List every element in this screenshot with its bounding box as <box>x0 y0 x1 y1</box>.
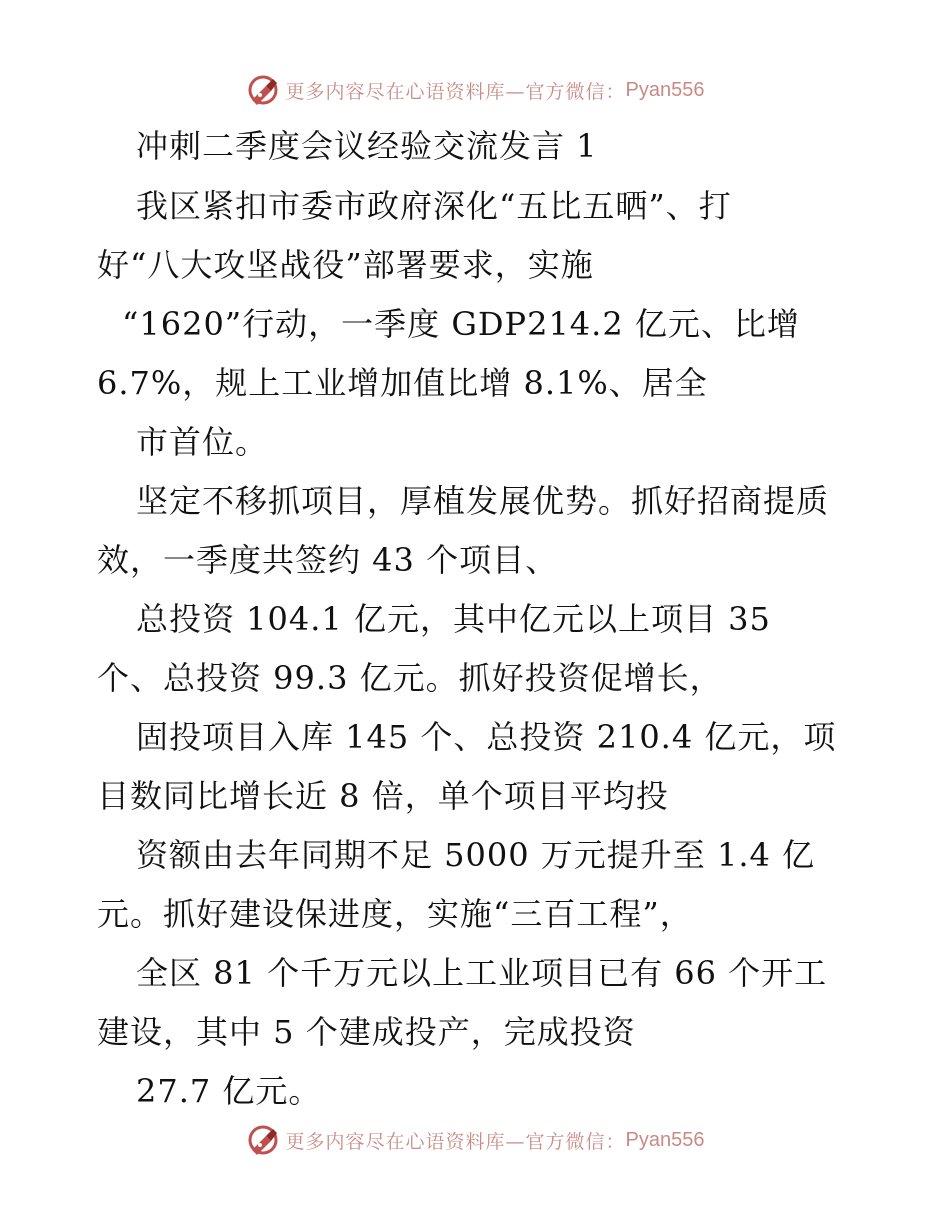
paragraph-line: 好“八大攻坚战役”部署要求，实施 <box>97 246 594 284</box>
paragraph-line: 建设，其中 5 个建成投产，完成投资 <box>97 1013 636 1051</box>
watermark-header <box>0 70 950 110</box>
paragraph-line: 全区 81 个千万元以上工业项目已有 66 个开工 <box>136 954 828 992</box>
paragraph-line: 我区紧扣市委市政府深化“五比五晒”、打 <box>136 187 732 225</box>
watermark-handle: Pyan556 <box>625 78 705 101</box>
paragraph-line: 6.7%，规上工业增加值比增 8.1%、居全 <box>97 364 708 402</box>
paragraph-line: 27.7 亿元。 <box>136 1072 322 1110</box>
paragraph-line: “1620”行动，一季度 GDP214.2 亿元、比增 <box>122 305 800 343</box>
paragraph-line: 坚定不移抓项目，厚植发展优势。抓好招商提质 <box>136 482 830 520</box>
watermark-footer <box>0 1120 950 1160</box>
watermark-text: 更多内容尽在心语资料库—官方微信： <box>285 80 626 103</box>
paragraph-line: 固投项目入库 145 个、总投资 210.4 亿元，项 <box>136 718 837 756</box>
paragraph-line: 个、总投资 99.3 亿元。抓好投资促增长， <box>97 659 723 697</box>
paragraph-line: 目数同比增长近 8 倍，单个项目平均投 <box>97 777 669 815</box>
pen-logo-icon <box>246 73 280 107</box>
paragraph-line: 效，一季度共签约 43 个项目、 <box>97 541 559 579</box>
watermark-handle: Pyan556 <box>625 1128 705 1151</box>
paragraph-line: 总投资 104.1 亿元，其中亿元以上项目 35 <box>136 600 771 638</box>
paragraph-line: 资额由去年同期不足 5000 万元提升至 1.4 亿 <box>136 836 816 874</box>
pen-logo-icon <box>246 1123 280 1157</box>
paragraph-line: 元。抓好建设保进度，实施“三百工程”， <box>97 895 693 933</box>
watermark-text: 更多内容尽在心语资料库—官方微信： <box>285 1130 626 1153</box>
paragraph-line: 市首位。 <box>136 423 269 461</box>
document-title: 冲刺二季度会议经验交流发言 1 <box>136 127 598 165</box>
